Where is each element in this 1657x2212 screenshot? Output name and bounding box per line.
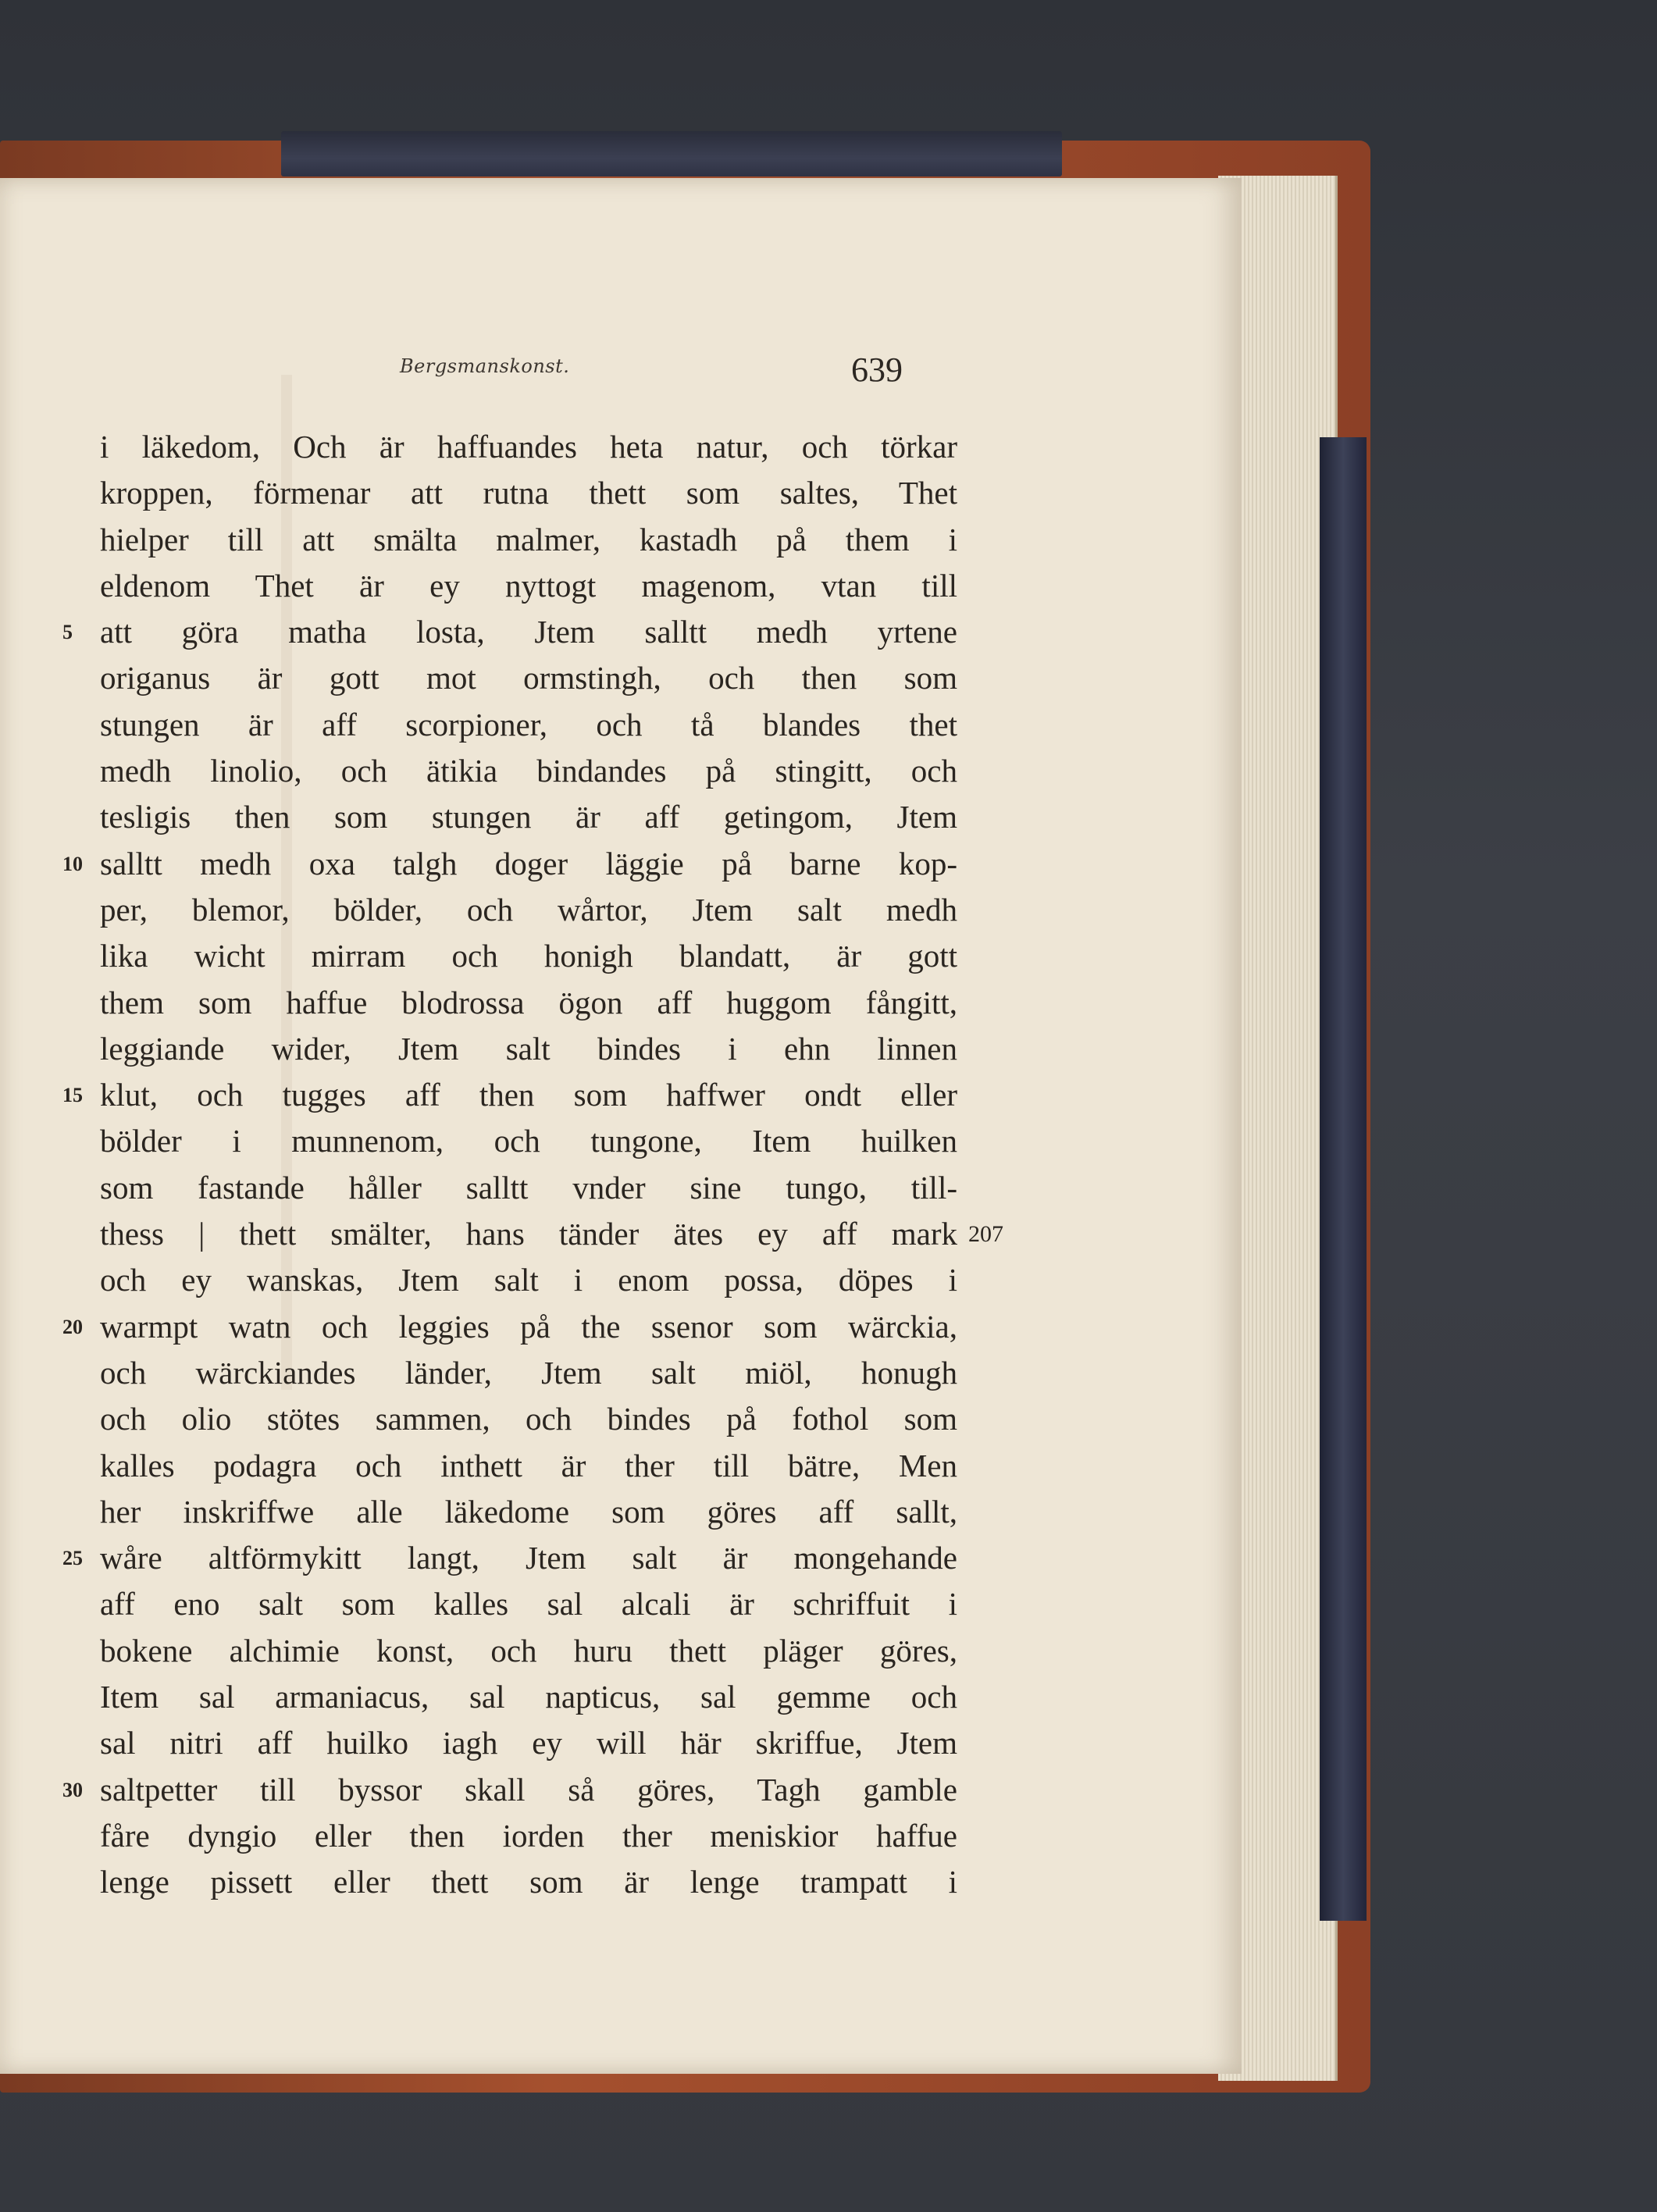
line-text: leggiande wider, Jtem salt bindes i ehn linnen — [100, 1030, 957, 1067]
line-text: Item sal armaniacus, sal napticus, sal gemme och — [100, 1679, 957, 1715]
text-line — [100, 794, 957, 840]
text-line — [100, 1720, 957, 1766]
line-text: i läkedom, Och är haffuandes heta natur, och törkar — [100, 429, 957, 465]
line-text: och olio stötes sammen, och bindes på fothol som — [100, 1401, 957, 1437]
text-line — [62, 609, 957, 655]
line-text: sal nitri aff huilko iagh ey will här skriffue, Jtem — [100, 1725, 957, 1761]
text-line — [100, 470, 957, 516]
line-number: 10 — [62, 852, 83, 875]
text-line — [100, 1859, 957, 1905]
line-text: kalles podagra och inthett är ther till bätre, Men — [100, 1447, 957, 1484]
line-text: wåre altförmykitt langt, Jtem salt är mongehande — [100, 1540, 957, 1576]
text-line — [100, 1211, 1003, 1257]
text-line — [100, 424, 957, 470]
text-line — [100, 655, 957, 701]
line-text: saltpetter till byssor skall så göres, Tagh gamble — [100, 1771, 957, 1808]
line-text: kroppen, förmenar att rutna thett som saltes, Thet — [100, 475, 957, 511]
text-line — [100, 887, 957, 933]
text-line — [62, 1072, 957, 1118]
line-text: her inskriffwe alle läkedome som göres aff sallt, — [100, 1493, 957, 1530]
text-block — [62, 424, 1003, 1906]
line-text: stungen är aff scorpioner, och tå blandes thet — [100, 706, 957, 743]
line-number: 25 — [62, 1547, 83, 1570]
line-text: bölder i munnenom, och tungone, Item huilken — [100, 1123, 957, 1159]
text-line — [100, 1118, 957, 1164]
line-text: medh linolio, och ätikia bindandes på stingitt, och — [100, 753, 957, 789]
text-line — [62, 1535, 957, 1581]
text-line — [62, 1304, 957, 1350]
line-number: 30 — [62, 1778, 83, 1801]
line-text: thess | thett smälter, hans tänder ätes ey aff mark — [100, 1216, 957, 1252]
cover-top-band — [281, 131, 1062, 176]
text-line — [100, 1443, 957, 1489]
text-line — [100, 980, 957, 1026]
page-number: 639 — [851, 351, 903, 389]
text-line — [62, 1767, 957, 1813]
line-text: hielper till att smälta malmer, kastadh på them i — [100, 521, 957, 557]
text-line — [100, 1396, 957, 1442]
text-line — [100, 702, 957, 748]
line-text: lika wicht mirram och honigh blandatt, är gott — [100, 938, 957, 974]
line-number: 15 — [62, 1084, 83, 1107]
text-line — [100, 1489, 957, 1535]
text-line — [100, 1628, 957, 1674]
line-text: warmpt watn och leggies på the ssenor som wärckia, — [100, 1308, 957, 1345]
text-line — [100, 748, 957, 794]
line-text: tesligis then som stungen är aff getingom, Jtem — [100, 799, 957, 835]
line-text: per, blemor, bölder, och wårtor, Jtem salt medh — [100, 891, 957, 928]
text-line — [100, 563, 957, 609]
line-text: them som haffue blodrossa ögon aff huggom fångitt, — [100, 984, 957, 1021]
text-line — [100, 1026, 957, 1072]
line-text: eldenom Thet är ey nyttogt magenom, vtan till — [100, 567, 957, 604]
margin-page-reference: 207 — [968, 1221, 1003, 1248]
line-text: bokene alchimie konst, och huru thett pläger göres, — [100, 1632, 957, 1669]
spine-strip — [1320, 437, 1367, 1921]
text-line — [100, 1674, 957, 1720]
line-text: lenge pissett eller thett som är lenge trampatt i — [100, 1864, 957, 1900]
line-text: fåre dyngio eller then iorden ther meniskior haffue — [100, 1817, 957, 1854]
text-line — [100, 1257, 957, 1303]
line-text: och ey wanskas, Jtem salt i enom possa, döpes i — [100, 1262, 957, 1298]
text-line — [100, 1581, 957, 1627]
line-text: aff eno salt som kalles sal alcali är schriffuit i — [100, 1586, 957, 1622]
line-text: att göra matha losta, Jtem salltt medh yrtene — [100, 614, 957, 650]
text-line — [100, 1813, 957, 1859]
line-text: origanus är gott mot ormstingh, och then som — [100, 660, 957, 696]
text-line — [100, 933, 957, 979]
line-number: 20 — [62, 1315, 83, 1338]
line-text: salltt medh oxa talgh doger läggie på barne kop- — [100, 845, 957, 882]
text-line — [100, 1350, 957, 1396]
text-line — [100, 1165, 957, 1211]
running-title: Bergsmanskonst. — [400, 355, 570, 377]
line-text: och wärckiandes länder, Jtem salt miöl, honugh — [100, 1354, 957, 1391]
text-line — [62, 841, 957, 887]
line-text: klut, och tugges aff then som haffwer ondt eller — [100, 1077, 957, 1113]
line-number: 5 — [62, 621, 73, 644]
text-line — [100, 517, 957, 563]
line-text: som fastande håller salltt vnder sine tungo, till- — [100, 1169, 957, 1206]
